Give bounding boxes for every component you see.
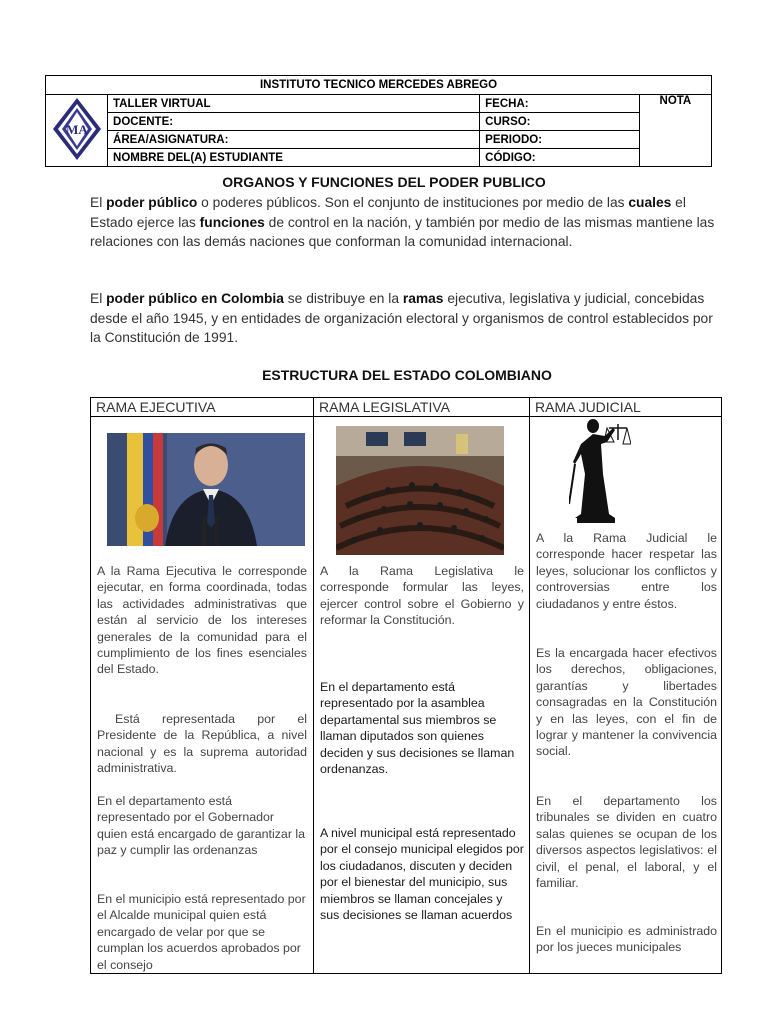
ejecutiva-text-1: A la Rama Ejecutiva le corresponde ejecutar, en forma coordinada, todas las actividades administrativas que están al servicio de los intereses generales de la comunidad para el cumplimiento de los fines esenciales del Estado. <box>97 564 307 677</box>
judicial-text-2: Es la encargada hacer efectivos los derechos, obligaciones, garantías y libertades consagradas en la Constitución y en las leyes, con el fin de lograr y mantener la convivencia social. <box>536 646 717 759</box>
logo-cell <box>46 95 108 167</box>
logo-letters: MA <box>65 122 88 137</box>
docente-label: DOCENTE: <box>108 113 480 131</box>
legislativa-text-3: A nivel municipal está representado por el consejo municipal elegidos por los ciudadanos, discuten y deciden por el bienestar del municipio, sus miembros se llaman concejales y sus decisiones se llaman acuerdos <box>320 826 524 923</box>
president-photo <box>107 433 305 546</box>
judicial-text-4: En el municipio es administrado por los jueces municipales <box>536 924 717 955</box>
institution-name: INSTITUTO TECNICO MERCEDES ABREGO <box>46 76 712 95</box>
heading-rama-ejecutiva: RAMA EJECUTIVA <box>96 399 216 415</box>
structure-table <box>90 397 722 974</box>
ejecutiva-text-4: En el municipio está representado por el Alcalde municipal quien está encargado de velar por que se cumplan los acuerdos aprobados por el consejo <box>97 892 306 972</box>
congress-photo-image <box>336 426 504 555</box>
intro-paragraph-2: El poder público en Colombia se distribuye en la ramas ejecutiva, legislativa y judicial, concebidas desde el año 1945, y en entidades de organización electoral y organismos de control establecidos por la Constitución de 1991. <box>90 291 713 345</box>
periodo-label: PERIODO: <box>480 131 640 149</box>
ejecutiva-text-3: En el departamento está representado por el Gobernador quien está encargado de garantizar la paz y cumplir las ordenanzas <box>97 794 306 858</box>
curso-label: CURSO: <box>480 113 640 131</box>
president-photo-image <box>107 433 305 546</box>
legislativa-text-2: En el departamento está representado por la asamblea departamental sus miembros se llaman diputados son quienes deciden y sus decisiones se llaman ordenanzas. <box>320 680 515 777</box>
fecha-label: FECHA: <box>480 95 640 113</box>
lady-justice-icon <box>569 414 631 524</box>
page-title: ORGANOS Y FUNCIONES DEL PODER PUBLICO <box>222 174 546 190</box>
area-asignatura-label: ÁREA/ASIGNATURA: <box>108 131 480 149</box>
structure-title: ESTRUCTURA DEL ESTADO COLOMBIANO <box>262 367 552 383</box>
heading-rama-legislativa: RAMA LEGISLATIVA <box>319 399 450 415</box>
codigo-label: CÓDIGO: <box>480 149 640 167</box>
school-logo-icon <box>51 96 103 162</box>
nota-label: NOTA <box>639 95 711 167</box>
justice-statue-image <box>569 414 631 524</box>
intro-paragraph-1: El poder público o poderes públicos. Son el conjunto de instituciones por medio de las cuales el Estado ejerce las funciones de control en la nación, y también por medio de las mismas mantiene las relaciones con las demás naciones que conforman la comunidad internacional. <box>90 195 715 249</box>
nombre-estudiante-label: NOMBRE DEL(A) ESTUDIANTE <box>108 149 480 167</box>
heading-rama-judicial: RAMA JUDICIAL <box>535 399 641 415</box>
judicial-text-1: A la Rama Judicial le corresponde hacer respetar las leyes, solucionar los conflictos y controversias entre los ciudadanos y entre éstos. <box>536 531 717 611</box>
ejecutiva-text-2: Está representada por el Presidente de la República, a nivel nacional y es la suprema autoridad administrativa. <box>97 712 307 776</box>
judicial-text-3: En el departamento los tribunales se dividen en cuatro salas quienes se ocupan de los diversos aspectos legislativos: el civil, el penal, el laboral, y el familiar. <box>536 794 717 891</box>
legislativa-text-1: A la Rama Legislativa le corresponde formular las leyes, ejercer control sobre el Gobierno y reformar la Constitución. <box>320 564 524 628</box>
taller-virtual-label: TALLER VIRTUAL <box>108 95 480 113</box>
header-table <box>45 75 712 167</box>
congress-photo <box>336 426 504 555</box>
